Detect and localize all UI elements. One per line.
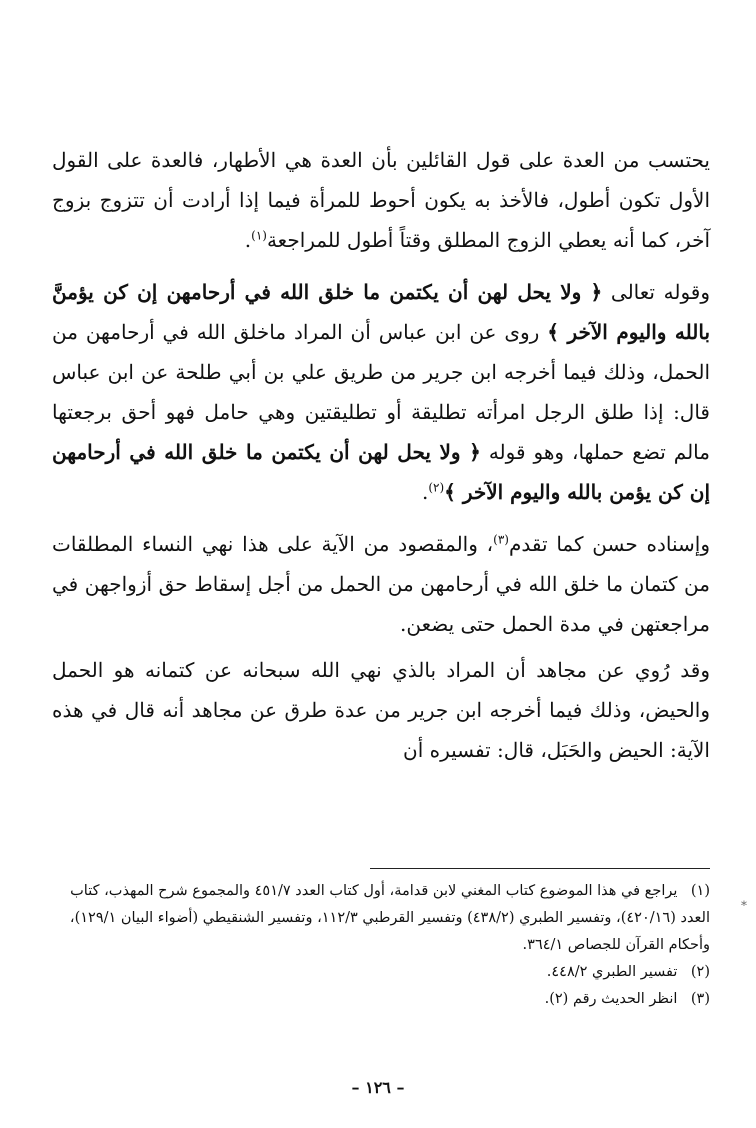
paragraph-3-text: ، والمقصود من الآية على هذا نهي النساء المطلقات من كتمان ما خلق الله في أرحامهن من الحمل من أجل إسقاط حق أزواجهن في مراجعتهن في مدة الحمل حتى يضعن. [52, 532, 710, 636]
footnote-2 [56, 959, 710, 986]
paragraph-4-text: وقد رُوي عن مجاهد أن المراد بالذي نهي الله سبحانه عن كتمانه هو الحمل والحيض، وذلك فيما أخرجه ابن جرير من عدة طرق عن مجاهد أنه قال في هذه الآية: الحيض والحَبَل، قال: تفسيره أن [52, 658, 710, 762]
paragraph-4 [52, 650, 710, 770]
paragraph-3 [52, 524, 710, 644]
footnote-ref-1: (١) [251, 228, 267, 243]
footnote-text: يراجع في هذا الموضوع كتاب المغني لابن قدامة، أول كتاب العدد ٤٥١/٧ والمجموع شرح المهذب، كتاب العدد (٤٢٠/١٦)، وتفسير الطبري (٤٣٨/٢) وتفسير القرطبي ١١٢/٣، وتفسير الشنقيطي (أضواء البيان ١٢٩/١)، وأحكام القرآن للجصاص ٣٦٤/١. [69, 883, 710, 953]
footnote-text: انظر الحديث رقم (٢). [544, 991, 678, 1007]
footnote-text: تفسير الطبري ٤٤٨/٢. [546, 964, 678, 980]
footnotes [56, 878, 710, 1013]
footnote-ref-2: (٢) [428, 480, 445, 495]
paragraph-1-text: يحتسب من العدة على قول القائلين بأن العدة هي الأطهار، فالعدة على القول الأول تكون أطول، فالأخذ به يكون أحوط للمرأة فيما إذا أرادت أن تتزوج بزوج آخر، كما أنه يعطي الزوج المطلق وقتاً أطول للمراجعة [52, 148, 710, 252]
quran-verse-2: ﴿ ولا يحل لهن أن يكتمن ما خلق الله في أرحامهن إن كن يؤمن بالله واليوم الآخر ﴾ [52, 440, 710, 504]
paragraph-2-text: روى عن ابن عباس أن المراد ماخلق الله في أرحامهن من الحمل، وذلك فيما أخرجه ابن جرير من طريق علي بن أبي طلحة عن ابن عباس قال: إذا طلق الرجل امرأته تطليقة أو تطليقتين وهي حامل فهو أحق برجعتها مالم تضع حملها، وهو قوله [52, 320, 710, 464]
footnote-number: (٢) [690, 964, 710, 980]
footnote-number: (١) [690, 883, 710, 899]
main-text [52, 140, 710, 782]
paragraph-2-end: . [421, 480, 429, 504]
paragraph-3-intro: وإسناده حسن كما تقدم [508, 532, 710, 556]
margin-mark: ∗ [739, 896, 748, 910]
paragraph-1-end: . [244, 228, 252, 252]
footnote-3 [56, 986, 710, 1013]
quran-verse-1: ﴿ ولا يحل لهن أن يكتمن ما خلق الله في أرحامهن إن كن يؤمنَّ بالله واليوم الآخر ﴾ [52, 280, 711, 344]
footnote-divider [370, 868, 710, 869]
page-number: – ١٢٦ – [351, 1078, 405, 1097]
paragraph-2-intro: وقوله تعالى [610, 280, 711, 304]
footnote-ref-3: (٣) [493, 532, 509, 547]
paragraph-2 [52, 272, 710, 512]
footnote-1 [56, 878, 710, 959]
footnote-number: (٣) [690, 991, 710, 1007]
paragraph-1 [52, 140, 710, 260]
